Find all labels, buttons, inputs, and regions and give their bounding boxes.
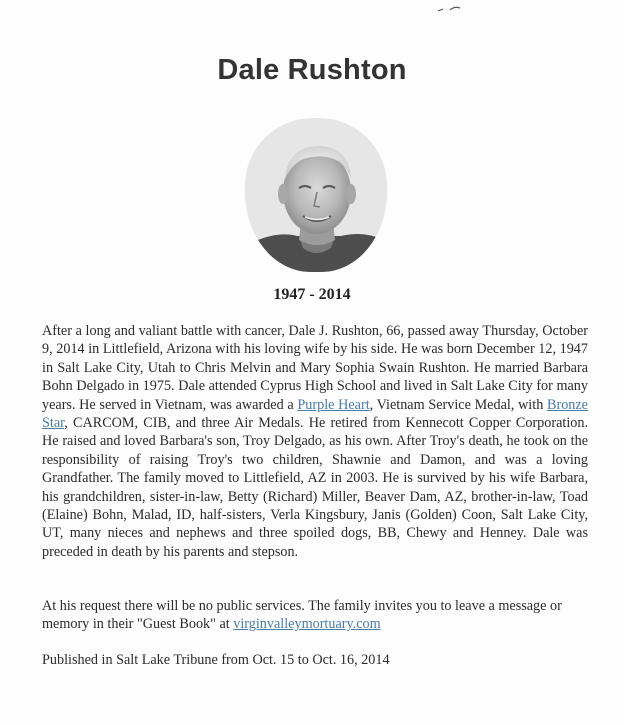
portrait-image	[245, 118, 387, 272]
published-note: Published in Salt Lake Tribune from Oct. 15 to Oct. 16, 2014	[42, 652, 390, 668]
purple-heart-link[interactable]: Purple Heart	[297, 396, 370, 413]
services-text: At his request there will be no public services. The family invites you to leave a message or memory in their "Guest Book" at	[42, 598, 562, 633]
bronze-star-link[interactable]: Bronze Star	[42, 396, 588, 432]
scan-mark	[436, 4, 466, 14]
obituary-body	[42, 322, 588, 561]
mortuary-link[interactable]: virginvalleymortuary.com	[233, 616, 381, 633]
portrait-photo	[245, 118, 387, 272]
body-text-3: , CARCOM, CIB, and three Air Medals. He retired from Kennecott Copper Corporation. He raised and loved Barbara's son, Troy Delgado, as his own. After Troy's death, he took on the responsibility of raising Troy's two children, Shawnie and Damon, and was a loving Grandfather. The family moved to Littlefield, AZ in 2003. He is survived by his wife Barbara, his grandchildren, sister-in-law, Betty (Richard) Miller, Beaver Dam, AZ, brother-in-law, Toad (Elaine) Bohn, Malad, ID, half-sisters, Verla Kingsbury, Janis (Golden) Coon, Salt Lake City, UT, many nieces and nephews and three spoiled dogs, BB, Chewy and Henney. Dale was preceded in death by his parents and stepson.	[42, 415, 588, 560]
services-paragraph	[42, 597, 588, 634]
body-text-2: , Vietnam Service Medal, with	[369, 396, 547, 413]
life-years: 1947 - 2014	[273, 286, 351, 303]
page-title: Dale Rushton	[217, 54, 407, 86]
body-text-1: After a long and valiant battle with cancer, Dale J. Rushton, 66, passed away Thursday, October 9, 2014 in Littlefield, Arizona with his loving wife by his side. He was born December 12, 1947 in Salt Lake City, Utah to Chris Melvin and Mary Sophia Swain Rushton. He married Barbara Bohn Delgado in 1975. Dale attended Cyprus High School and lived in Salt Lake City for many years. He served in Vietnam, was awarded a	[42, 323, 588, 413]
